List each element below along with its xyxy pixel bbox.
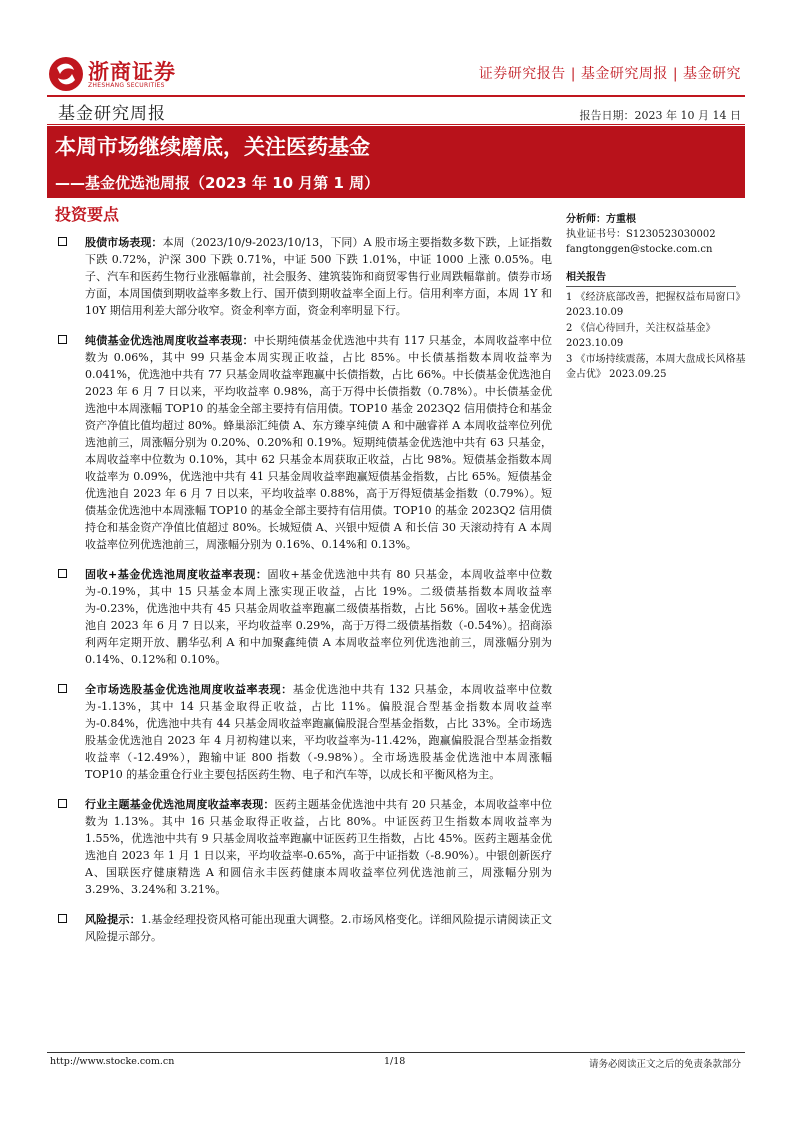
paragraph-heading: 纯债基金优选池周度收益率表现： [85, 334, 254, 347]
related-report-item[interactable]: 2 《信心待回升，关注权益基金》 2023.10.09 [566, 323, 716, 349]
footer-divider [47, 1052, 745, 1053]
report-subtitle: ——基金优选池周报（2023 年 10 月第 1 周） [55, 174, 380, 192]
checkbox-bullet-icon [58, 799, 67, 808]
section-heading: 投资要点 [55, 205, 120, 224]
paragraph-heading: 固收+基金优选池周度收益率表现： [85, 568, 268, 581]
main-content [58, 234, 552, 945]
list-item [58, 911, 552, 945]
checkbox-bullet-icon [58, 569, 67, 578]
footer-url[interactable]: http://www.stocke.com.cn [50, 1056, 175, 1067]
sidebar [566, 212, 746, 383]
paragraph-text: 医药主题基金优选池中共有 20 只基金，本周收益率中位数为 1.13%。其中 16 只基金取得正收益，占比 80%。中证医药卫生指数本周收益率为 1.55%，优选池中共有 9 只基金周收益率跑赢中证医药卫生指数，占比 45%。医药主题基金优选池自 2023 年 1 月 1 日以来，平均收益率-0.65%，高于中证指数（-8.90%）。中银创新医疗 A、国联医疗健康精选 A 和圆信永丰医药健康本周收益率位列优选池前三，周涨幅分别为 3.29%、3.24%和 3.21%。 [85, 798, 553, 896]
license-number: 执业证书号：S1230523030002 [566, 229, 716, 240]
brand-name: 浙商证券 [88, 60, 176, 84]
paragraph-heading: 行业主题基金优选池周度收益率表现： [85, 798, 275, 811]
page-number: 1/18 [384, 1056, 406, 1067]
paragraph-text: 固收+基金优选池中共有 80 只基金，本周收益率中位数为-0.19%，其中 15 只基金本周上涨实现正收益，占比 19%。二级债基指数本周收益率为-0.23%，优选池中共有 45 只基金周收益率跑赢二级债基指数，占比 56%。固收+基金优选池自 2023 年 6 月 7 日以来，平均收益率 0.29%，高于万得二级债基指数（-0.54%）。招商添利两年定期开放、鹏华弘利 A 和中加聚鑫纯债 A 本周收益率位列优选池前三，周涨幅分别为 0.14%、0.12%和 0.10%。 [85, 568, 552, 666]
paragraph-text: 本周（2023/10/9-2023/10/13，下同）A 股市场主要指数多数下跌，上证指数下跌 0.72%，沪深 300 下跌 0.71%，中证 500 下跌 1.01%，中证 1000 上涨 0.05%。电子、汽车和医药生物行业涨幅靠前，社会服务、建筑装饰和商贸零售行业周跌幅靠前。债券市场方面，本周国债到期收益率多数上行、国开债到期收益率全面上行。信用利率方面，本周 1Y 和 10Y 期信用利差大部分收窄。资金利率方面，资金利率明显下行。 [85, 236, 552, 317]
paragraph-heading: 风险提示： [85, 913, 141, 926]
header-divider [47, 95, 745, 97]
related-report-item[interactable]: 3 《市场持续震荡，本周大盘成长风格基金占优》 2023.09.25 [566, 354, 746, 380]
report-date: 报告日期：2023 年 10 月 14 日 [579, 109, 741, 122]
breadcrumb: 证券研究报告 | 基金研究周报 | 基金研究 [478, 66, 741, 82]
checkbox-bullet-icon [58, 335, 67, 344]
paragraph-heading: 股债市场表现： [85, 236, 163, 249]
list-item [58, 332, 552, 553]
brand-name-english: ZHESHANG SECURITIES [88, 82, 165, 89]
related-reports-list [566, 290, 746, 382]
report-title: 本周市场继续磨底，关注医药基金 [55, 135, 370, 159]
checkbox-bullet-icon [58, 237, 67, 246]
related-reports-heading: 相关报告 [566, 270, 736, 287]
related-report-item[interactable]: 1 《经济底部改善，把握权益布局窗口》 2023.10.09 [566, 292, 746, 318]
analyst-email[interactable]: fangtonggen@stocke.com.cn [566, 244, 713, 255]
analyst-line [566, 212, 746, 227]
footer-disclaimer: 请务必阅读正文之后的免责条款部分 [588, 1059, 741, 1070]
checkbox-bullet-icon [58, 914, 67, 923]
checkbox-bullet-icon [58, 684, 67, 693]
document-type: 基金研究周报 [58, 104, 166, 124]
paragraph-text: 基金优选池中共有 132 只基金，本周收益率中位数为-1.13%，其中 14 只基金取得正收益，占比 11%。偏股混合型基金指数本周收益率为-0.84%，优选池中共有 44 只基金周收益率跑赢偏股混合型基金指数，占比 33%。全市场选股基金优选池自 2023 年 4 月初构建以来，平均收益率为-11.42%，跑赢偏股混合型基金指数收益率（-12.49%），跑输中证 800 指数（-9.98%）。全市场选股基金优选池中本周涨幅 TOP10 的基金重仓行业主要包括医药生物、电子和汽车等，以成长和平衡风格为主。 [85, 683, 552, 781]
paragraph-heading: 全市场选股基金优选池周度收益率表现： [85, 683, 293, 696]
subheader-divider [47, 124, 745, 125]
analyst-label: 分析师： [566, 214, 606, 225]
list-item [58, 796, 552, 898]
list-item [58, 234, 552, 319]
paragraph-text: 1.基金经理投资风格可能出现重大调整。2.市场风格变化。详细风险提示请阅读正文风险提示部分。 [85, 913, 552, 943]
paragraph-text: 中长期纯债基金优选池中共有 117 只基金，本周收益率中位数为 0.06%，其中 99 只基金本周实现正收益，占比 85%。中长债基指数本周收益率为 0.041%，优选池中共有 77 只基金周收益率跑赢中长债指数，占比 66%。中长债基金优选池自 2023 年 6 月 7 日以来，平均收益率 0.98%，高于万得中长债指数（0.78%）。中长债基金优选池中本周涨幅 TOP10 的基金全部主要持有信用债。TOP10 基金 2023Q2 信用债持仓和基金资产净值比值均超过 80%。蜂巢添汇纯债 A、东方臻享纯债 A 和中融睿祥 A 本周收益率位列优选池前三，周涨幅分别为 0.20%、0.20%和 0.19%。短期纯债基金优选池中共有 63 只基金，本周收益率中位数为 0.10%，其中 62 只基金本周获取正收益，占比 98%。短债基金指数本周收益率为 0.09%，优选池中共有 41 只基金周收益率跑赢短债基金指数，占比 65%。短债基金优选池自 2023 年 6 月 7 日以来，平均收益率 0.88%，高于万得短债基金指数（0.79%）。短债基金优选池中本周涨幅 TOP10 的基金全部主要持有信用债。TOP10 的基金 2023Q2 信用债持仓和基金资产净值比值超过 80%。长城短债 A、兴银中短债 A 和长信 30 天滚动持有 A 本周收益率位列优选池前三，周涨幅分别为 0.16%、0.14%和 0.13%。 [85, 334, 552, 551]
analyst-name: 方重根 [606, 214, 636, 225]
list-item [58, 566, 552, 668]
list-item [58, 681, 552, 783]
